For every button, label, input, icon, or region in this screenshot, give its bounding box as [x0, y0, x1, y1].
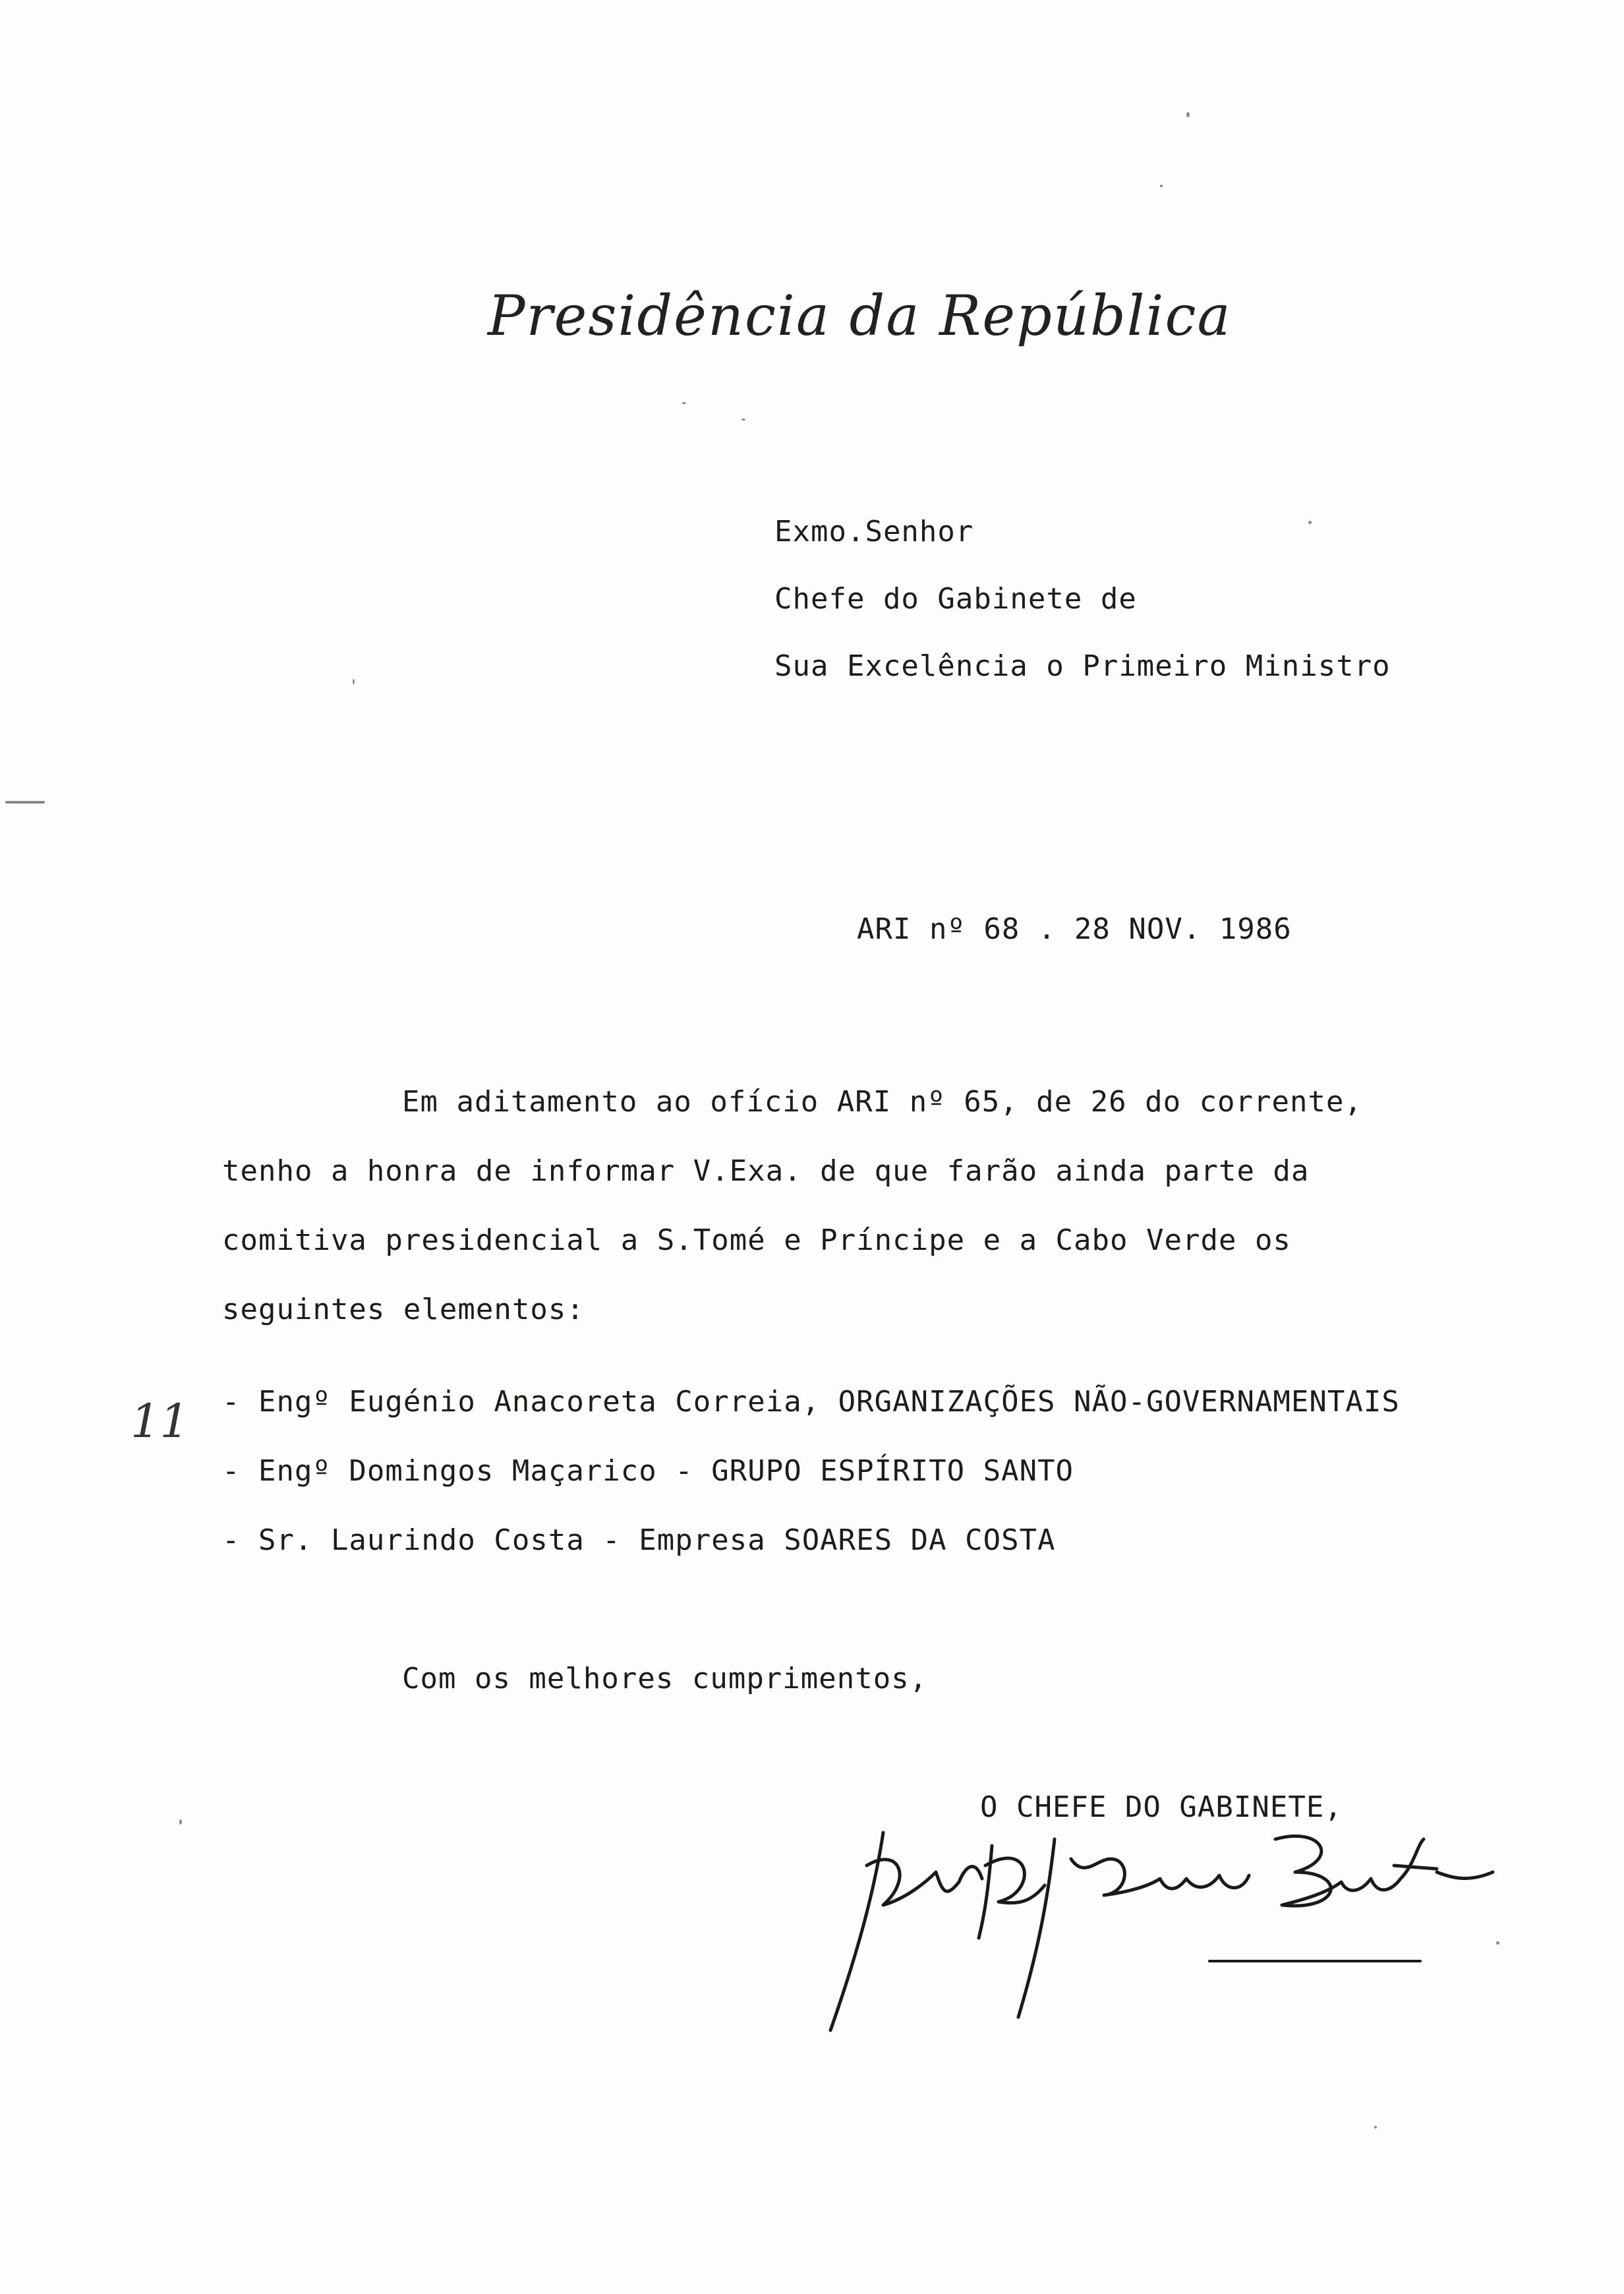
reference-and-date: ARI nº 68 . 28 NOV. 1986: [857, 912, 1292, 946]
body-line: comitiva presidencial a S.Tomé e Príncipe e a Cabo Verde os: [222, 1223, 1291, 1257]
scan-speck: [1160, 185, 1163, 187]
scan-speck: [1496, 1941, 1499, 1945]
body-line: tenho a honra de informar V.Exa. de que farão ainda parte da: [222, 1154, 1310, 1188]
member-list-item: - Sr. Laurindo Costa - Empresa SOARES DA COSTA: [222, 1523, 1056, 1557]
handwritten-margin-note: 11: [130, 1394, 190, 1448]
signoff-title: O CHEFE DO GABINETE,: [980, 1790, 1343, 1824]
signature-image: [821, 1819, 1513, 2037]
scan-speck: [1186, 112, 1190, 117]
body-line: Em aditamento ao ofício ARI nº 65, de 26 do corrente,: [402, 1085, 1362, 1119]
scan-speck: [1374, 2126, 1377, 2129]
recipient-office: Sua Excelência o Primeiro Ministro: [774, 649, 1391, 683]
member-list-item: - Engº Domingos Maçarico - GRUPO ESPÍRITO SANTO: [222, 1454, 1074, 1488]
closing-line: Com os melhores cumprimentos,: [402, 1662, 928, 1695]
member-list-item: - Engº Eugénio Anacoreta Correia, ORGANIZAÇÕES NÃO-GOVERNAMENTAIS: [222, 1385, 1400, 1419]
recipient-salutation: Exmo.Senhor: [774, 515, 974, 548]
scan-speck: [179, 1819, 182, 1825]
body-line: seguintes elementos:: [222, 1293, 585, 1326]
scan-speck: [5, 801, 45, 804]
letterhead-title: Presidência da República: [488, 283, 1232, 348]
scan-speck: [682, 402, 686, 404]
recipient-title: Chefe do Gabinete de: [774, 582, 1137, 616]
scan-speck: [353, 679, 355, 684]
scan-speck: [1308, 521, 1312, 524]
scan-speck: [741, 419, 745, 421]
